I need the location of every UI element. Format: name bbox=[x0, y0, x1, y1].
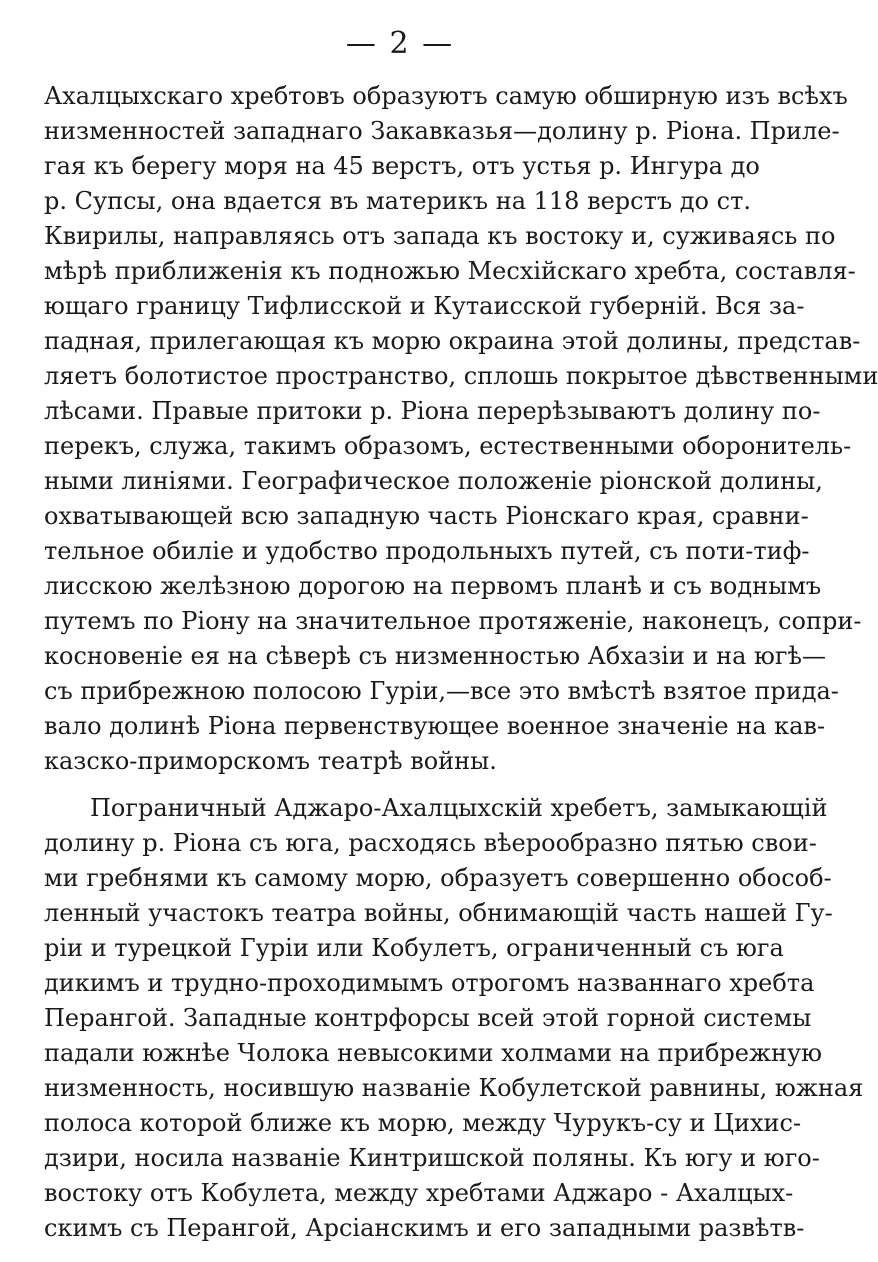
text-line: долину р. Ріона съ юга, расходясь вѣерообразно пятью свои- bbox=[44, 829, 817, 857]
text-line: съ прибрежною полосою Гуріи,—все это вмѣстѣ взятое прида- bbox=[44, 677, 839, 705]
text-line: путемъ по Ріону на значительное протяженіе, наконецъ, сопри- bbox=[44, 607, 862, 635]
text-line: охватывающей всю западную часть Ріонскаго края, сравни- bbox=[44, 502, 809, 530]
text-line: тельное обиліе и удобство продольныхъ путей, съ поти-тиф- bbox=[44, 537, 810, 565]
text-line: падали южнѣе Чолока невысокими холмами на прибрежную bbox=[44, 1039, 823, 1067]
text-line: полоса которой ближе къ морю, между Чурукъ-су и Цихис- bbox=[44, 1109, 802, 1137]
text-line: ляетъ болотистое пространство, сплошь покрытое дѣвственными bbox=[44, 362, 878, 390]
text-line: лисскою желѣзною дорогою на первомъ планѣ и съ воднымъ bbox=[44, 572, 822, 600]
text-line: востоку отъ Кобулета, между хребтами Аджаро - Ахалцых- bbox=[44, 1179, 794, 1207]
page-number: — 2 — bbox=[345, 26, 455, 61]
text-line: лѣсами. Правые притоки р. Ріона перерѣзываютъ долину по- bbox=[44, 397, 821, 425]
text-line: низменность, носившую названіе Кобулетской равнины, южная bbox=[44, 1074, 864, 1102]
text-line: косновеніе ея на сѣверѣ съ низменностью Абхазіи и на югѣ— bbox=[44, 642, 826, 670]
text-line: р. Супсы, она вдается въ материкъ на 118 верстъ до ст. bbox=[44, 187, 751, 215]
text-line: казско-приморскомъ театрѣ войны. bbox=[44, 747, 497, 775]
text-line: Ахалцыхскаго хребтовъ образуютъ самую обширную изъ всѣхъ bbox=[44, 82, 848, 110]
text-line: дзири, носила названіе Кинтришской поляны. Къ югу и юго- bbox=[44, 1144, 820, 1172]
text-line: ріи и турецкой Гуріи или Кобулетъ, ограниченный съ юга bbox=[44, 934, 784, 962]
text-line: скимъ съ Перангой, Арсіанскимъ и его западными развѣтв- bbox=[44, 1214, 805, 1242]
text-line: дикимъ и трудно-проходимымъ отрогомъ названнаго хребта bbox=[44, 969, 815, 997]
text-line: Перангой. Западные контрфорсы всей этой горной системы bbox=[44, 1004, 812, 1032]
text-line: гая къ берегу моря на 45 верстъ, отъ устья р. Ингура до bbox=[44, 152, 760, 180]
text-line: ными линіями. Географическое положеніе ріонской долины, bbox=[44, 467, 823, 495]
text-line: перекъ, служа, такимъ образомъ, естественными оборонитель- bbox=[44, 432, 852, 460]
text-line: низменностей западнаго Закавказья—долину р. Ріона. Приле- bbox=[44, 117, 840, 145]
paragraph-first-line: Пограничный Аджаро-Ахалцыхскій хребетъ, замыкающій bbox=[90, 794, 828, 822]
text-line: мѣрѣ приближенія къ подножью Месхійскаго хребта, составля- bbox=[44, 257, 856, 285]
text-line: вало долинѣ Ріона первенствующее военное значеніе на кав- bbox=[44, 712, 826, 740]
text-line: ленный участокъ театра войны, обнимающій часть нашей Гу- bbox=[44, 899, 833, 927]
text-line: ми гребнями къ самому морю, образуетъ совершенно обособ- bbox=[44, 864, 832, 892]
text-line: падная, прилегающая къ морю окраина этой долины, представ- bbox=[44, 327, 861, 355]
text-line: Квирилы, направляясь отъ запада къ востоку и, суживаясь по bbox=[44, 222, 836, 250]
text-line: ющаго границу Тифлисской и Кутаисской губерній. Вся за- bbox=[44, 292, 805, 320]
